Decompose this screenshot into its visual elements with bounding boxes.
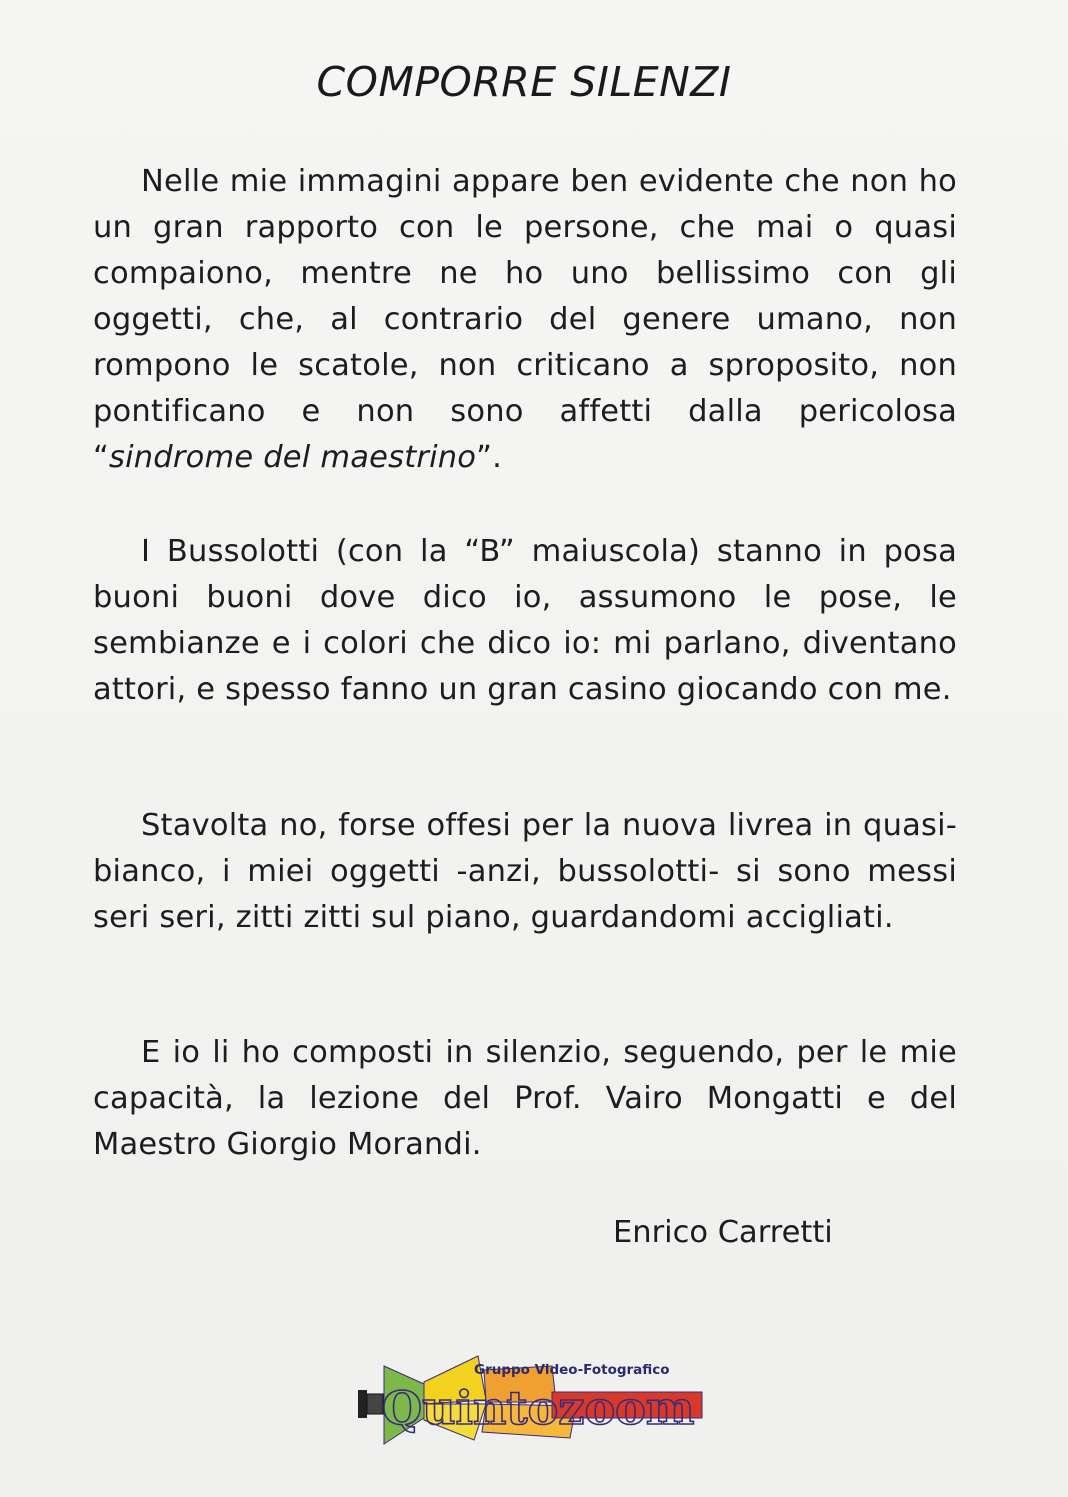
camera-lens [367,1394,383,1414]
page-title: COMPORRE SILENZI [316,58,732,106]
quintozoom-logo [356,1352,708,1452]
paragraph-1 [93,159,957,481]
paragraph-3: Stavolta no, forse offesi per la nuova livrea in quasi-bianco, i miei oggetti -anzi, bussolotti- si sono messi seri seri, zitti zitti sul piano, guardandomi accigliati. [93,808,957,935]
paragraph-2: I Bussolotti (con la “B” maiuscola) stanno in posa buoni buoni dove dico io, assumono le pose, le sembianze e i colori che dico io: mi parlano, diventano attori, e spesso fanno un gran casino giocando con me. [93,534,957,707]
camera-lens-rays-icon [356,1352,708,1452]
signature: Enrico Carretti [613,1215,833,1250]
logo-caption: Gruppo Video-Fotografico [474,1362,670,1378]
paragraph-1-end: ”. [476,440,503,475]
paragraph-4: E io li ho composti in silenzio, seguendo, per le mie capacità, la lezione del Prof. Vairo Mongatti e del Maestro Giorgio Morandi. [93,1035,957,1162]
camera-body [358,1390,367,1418]
paragraph-1-text: Nelle mie immagini appare ben evidente che non ho un gran rapporto con le persone, che mai o quasi compaiono, mentre ne ho uno bellissimo con gli oggetti, che, al contrario del genere umano, non rompono le scatole, non criticano a sproposito, non pontificano e non sono affetti dalla pericolosa “ [93,164,957,475]
paragraph-1-italic: sindrome del maestrino [109,440,477,475]
logo-wordmark: Quintozoom [382,1381,695,1435]
